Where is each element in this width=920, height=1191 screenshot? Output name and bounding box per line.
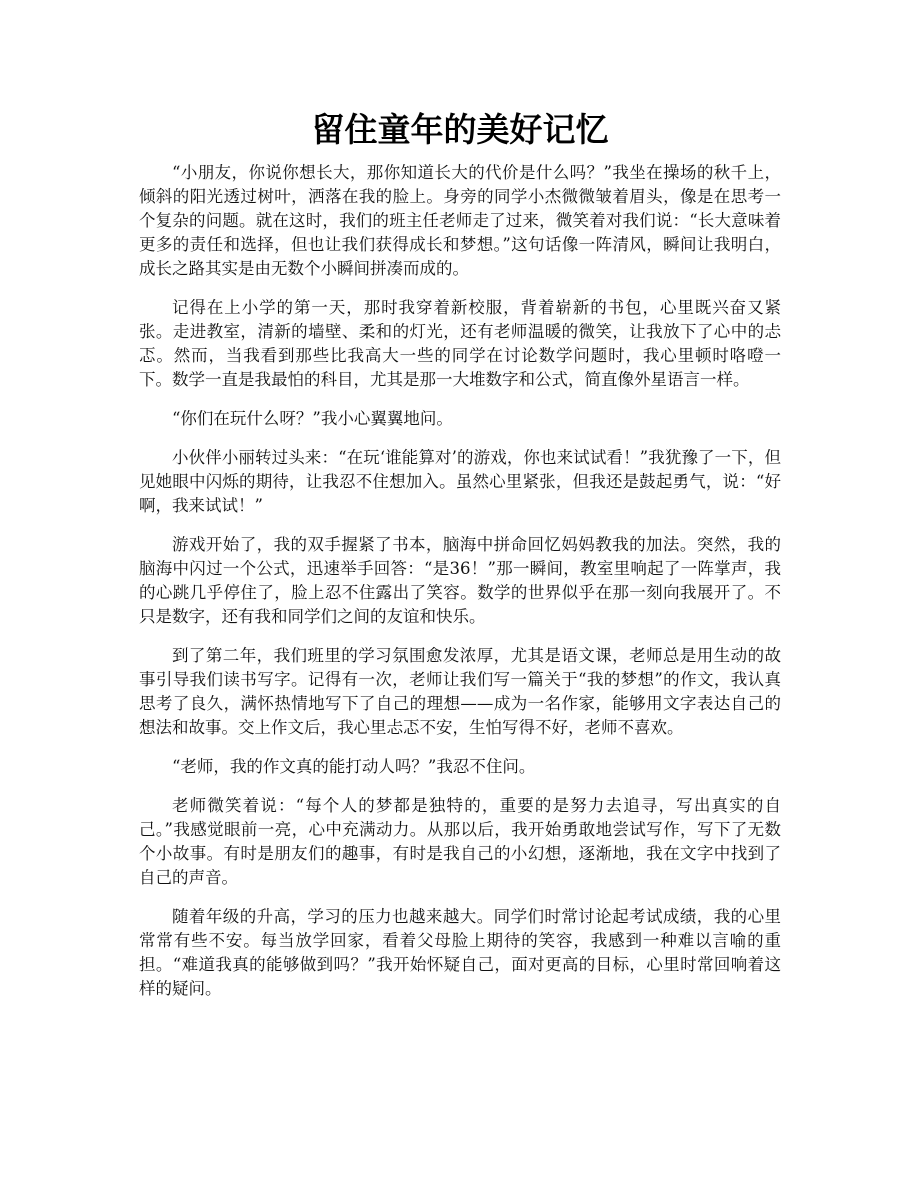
paragraph: 小伙伴小丽转过头来：“在玩‘谁能算对’的游戏，你也来试试看！”我犹豫了一下，但见她眼中闪烁的期待，让我忍不住想加入。虽然心里紧张，但我还是鼓起勇气，说：“好啊，我来试试！” [139, 448, 781, 515]
paragraph: 游戏开始了，我的双手握紧了书本，脑海中拼命回忆妈妈教我的加法。突然，我的脑海中闪过一个公式，迅速举手回答：“是36！”那一瞬间，教室里响起了一阵掌声，我的心跳几乎停住了，脸上忍不住露出了笑容。数学的世界似乎在那一刻向我展开了。不只是数字，还有我和同学们之间的友谊和快乐。 [139, 535, 781, 626]
paragraph: 记得在上小学的第一天，那时我穿着新校服，背着崭新的书包，心里既兴奋又紧张。走进教室，清新的墙壁、柔和的灯光，还有老师温暖的微笑，让我放下了心中的忐忑。然而，当我看到那些比我高大一些的同学在讨论数学问题时，我心里顿时咯噔一下。数学一直是我最怕的科目，尤其是那一大堆数字和公式，简直像外星语言一样。 [139, 298, 781, 389]
document-title: 留住童年的美好记忆 [311, 110, 609, 149]
paragraph: 随着年级的升高，学习的压力也越来越大。同学们时常讨论起考试成绩，我的心里常常有些不安。每当放学回家，看着父母脸上期待的笑容，我感到一种难以言喻的重担。“难道我真的能够做到吗？”我开始怀疑自己，面对更高的目标，心里时常回响着这样的疑问。 [139, 907, 781, 998]
paragraph: 老师微笑着说：“每个人的梦都是独特的，重要的是努力去追寻，写出真实的自己。”我感觉眼前一亮，心中充满动力。从那以后，我开始勇敢地尝试写作，写下了无数个小故事。有时是朋友们的趣事，有时是我自己的小幻想，逐渐地，我在文字中找到了自己的声音。 [139, 796, 781, 887]
document-body [139, 161, 781, 1016]
paragraph: “老师，我的作文真的能打动人吗？”我忍不住问。 [172, 757, 536, 776]
paragraph: “小朋友，你说你想长大，那你知道长大的代价是什么吗？”我坐在操场的秋千上，倾斜的阳光透过树叶，洒落在我的脸上。身旁的同学小杰微微皱着眉头，像是在思考一个复杂的问题。就在这时，我们的班主任老师走了过来，微笑着对我们说：“长大意味着更多的责任和选择，但也让我们获得成长和梦想。”这句话像一阵清风，瞬间让我明白，成长之路其实是由无数个小瞬间拼凑而成的。 [139, 163, 781, 278]
paragraph: 到了第二年，我们班里的学习氛围愈发浓厚，尤其是语文课，老师总是用生动的故事引导我们读书写字。记得有一次，老师让我们写一篇关于“我的梦想”的作文，我认真思考了良久，满怀热情地写下了自己的理想——成为一名作家，能够用文字表达自己的想法和故事。交上作文后，我心里忐忑不安，生怕写得不好，老师不喜欢。 [139, 646, 781, 737]
paragraph: “你们在玩什么呀？”我小心翼翼地问。 [172, 409, 453, 428]
